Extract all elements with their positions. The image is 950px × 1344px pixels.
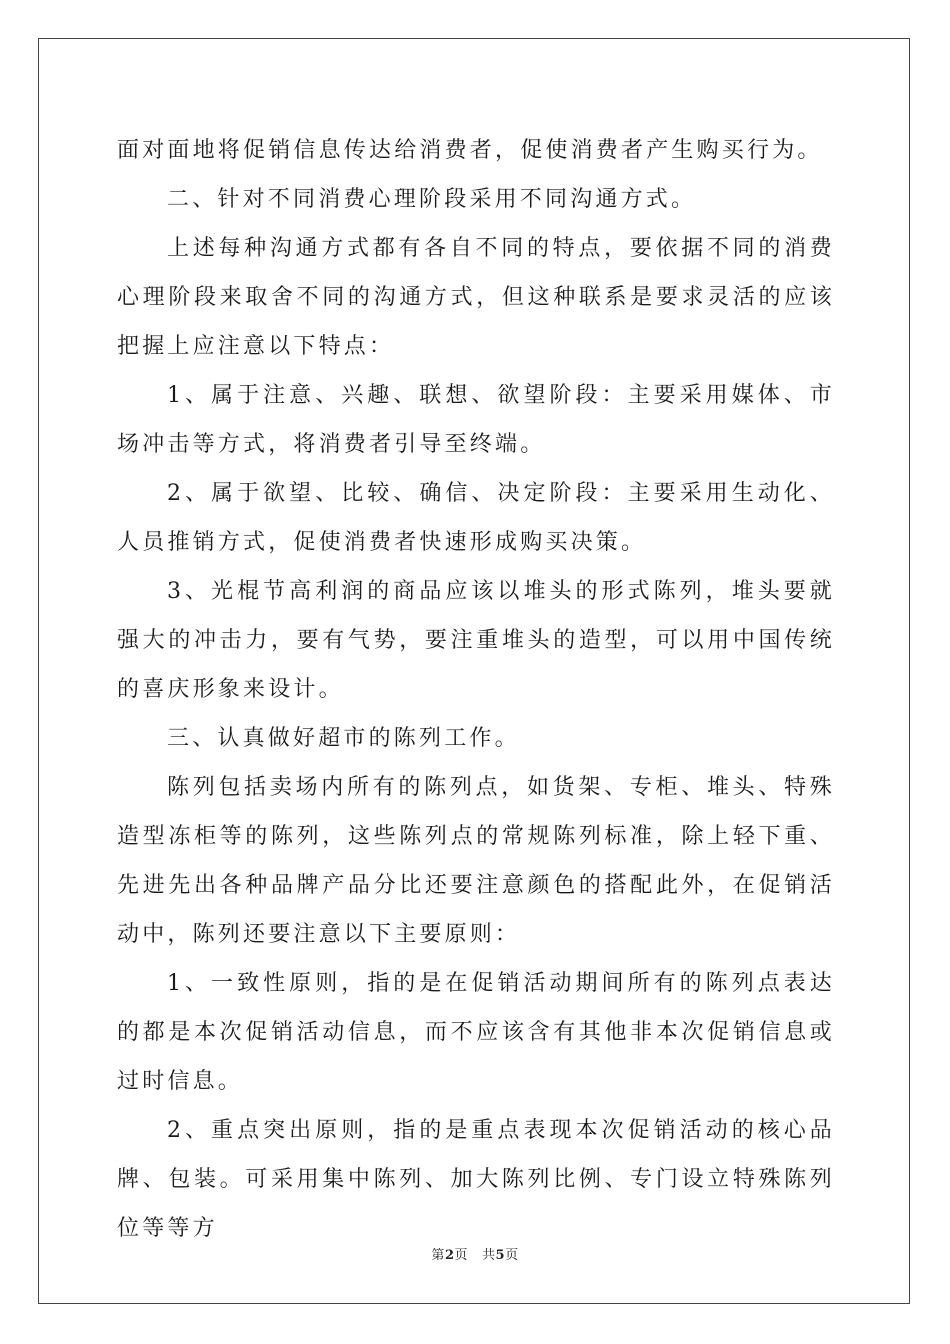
page-current: 2 xyxy=(444,1248,455,1263)
paragraph-10: 2、重点突出原则，指的是重点表现本次促销活动的核心品牌、包装。可采用集中陈列、加大陈列比例、专门设立特殊陈列位等等方 xyxy=(117,1118,835,1241)
paragraph-5: 2、属于欲望、比较、确信、决定阶段：主要采用生动化、人员推销方式，促使消费者快速形成购买决策。 xyxy=(117,481,835,555)
page-number-footer xyxy=(0,1246,950,1266)
page-total: 5 xyxy=(495,1248,506,1263)
document-body xyxy=(117,126,835,1253)
paragraph-2: 二、针对不同消费心理阶段采用不同沟通方式。 xyxy=(167,187,697,212)
paragraph-4: 1、属于注意、兴趣、联想、欲望阶段：主要采用媒体、市场冲击等方式，将消费者引导至终端。 xyxy=(117,383,835,457)
paragraph-6: 3、光棍节高利润的商品应该以堆头的形式陈列，堆头要就强大的冲击力，要有气势，要注重堆头的造型，可以用中国传统的喜庆形象来设计。 xyxy=(117,579,835,702)
paragraph-9: 1、一致性原则，指的是在促销活动期间所有的陈列点表达的都是本次促销活动信息，而不应该含有其他非本次促销信息或过时信息。 xyxy=(117,971,835,1094)
page-suffix: 页 xyxy=(454,1248,468,1263)
page-prefix: 第 xyxy=(431,1248,445,1263)
paragraph-3: 上述每种沟通方式都有各自不同的特点，要依据不同的消费心理阶段来取舍不同的沟通方式，但这种联系是要求灵活的应该把握上应注意以下特点： xyxy=(117,236,835,359)
paragraph-8: 陈列包括卖场内所有的陈列点，如货架、专柜、堆头、特殊造型冻柜等的陈列，这些陈列点的常规陈列标准，除上轻下重、先进先出各种品牌产品分比还要注意颜色的搭配此外，在促销活动中，陈列还要注意以下主要原则： xyxy=(117,775,835,947)
total-suffix: 页 xyxy=(505,1248,519,1263)
paragraph-1: 面对面地将促销信息传达给消费者，促使消费者产生购买行为。 xyxy=(117,138,823,163)
paragraph-7: 三、认真做好超市的陈列工作。 xyxy=(167,726,520,751)
total-prefix: 共 xyxy=(482,1248,496,1263)
